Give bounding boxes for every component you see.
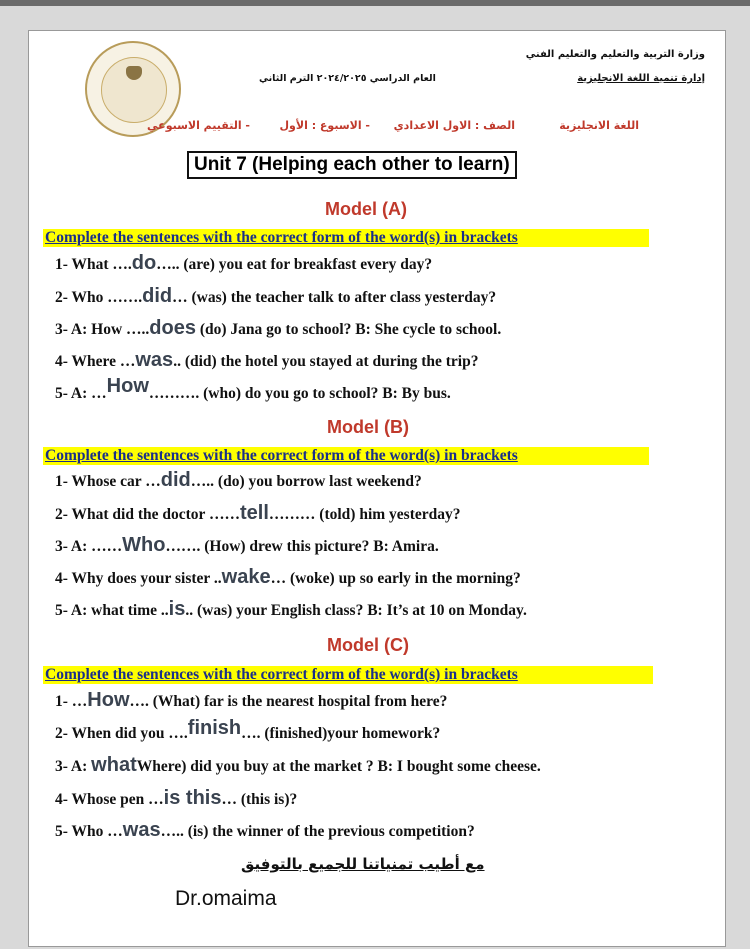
item-prefix: 3- A: How ….. [55, 321, 150, 338]
ministry-name: وزارة التربية والتعليم والتعليم الفني [525, 49, 705, 60]
model-c-item-4 [55, 787, 297, 810]
handwritten-answer: finish [187, 717, 242, 739]
item-prefix: 4- Whose pen … [55, 791, 164, 808]
item-suffix: ….. (is) the winner of the previous competition? [160, 823, 475, 840]
model-c-item-5 [55, 819, 475, 842]
item-suffix: .. (was) your English class? B: It’s at 10 on Monday. [185, 602, 527, 619]
top-bar [0, 0, 750, 6]
item-prefix: 5- A: … [55, 385, 107, 402]
item-suffix: ….. (do) you borrow last weekend? [190, 473, 422, 490]
handwritten-answer: do [131, 252, 157, 274]
model-b-item-3 [55, 534, 439, 557]
item-prefix: 3- A: …… [55, 538, 123, 555]
model-b-instruction: Complete the sentences with the correct form of the word(s) in brackets [43, 447, 649, 465]
handwritten-answer: How [106, 375, 149, 397]
item-suffix: … (this is)? [221, 791, 298, 808]
model-c-heading: Model (C) [327, 635, 409, 655]
item-prefix: 2- What did the doctor …… [55, 506, 241, 523]
week-label: - الاسبوع : الأول [279, 119, 370, 132]
grade-label: الصف : الاول الاعدادي [393, 119, 515, 132]
handwritten-answer: tell [240, 502, 269, 524]
item-prefix: 1- … [55, 693, 88, 710]
handwritten-answer: is this [163, 787, 222, 809]
item-prefix: 5- A: what time .. [55, 602, 169, 619]
model-b-item-5 [55, 598, 527, 621]
item-suffix: (do) Jana go to school? B: She cycle to school. [195, 321, 502, 338]
closing-wish: مع أطيب تمنياتنا للجميع بالتوفيق [241, 855, 485, 873]
model-a-heading: Model (A) [325, 199, 407, 219]
model-c-item-3 [55, 754, 541, 777]
model-b-item-2 [55, 502, 461, 525]
item-suffix: .. (did) the hotel you stayed at during the trip? [173, 353, 479, 370]
model-b-item-4 [55, 566, 521, 589]
model-a-item-1 [55, 252, 432, 275]
item-prefix: 5- Who … [55, 823, 123, 840]
model-a-item-5 [55, 375, 451, 404]
academic-year: العام الدراسي ٢٠٢٤/٢٠٢٥ الترم الثاني [259, 73, 436, 84]
item-prefix: 4- Where … [55, 353, 136, 370]
assessment-label: - التقييم الاسبوعي [147, 119, 250, 132]
model-a-instruction: Complete the sentences with the correct form of the word(s) in brackets [43, 229, 649, 247]
item-suffix: …. (What) far is the nearest hospital from here? [129, 693, 448, 710]
handwritten-answer: does [149, 317, 196, 339]
model-c-instruction: Complete the sentences with the correct form of the word(s) in brackets [43, 666, 653, 684]
handwritten-answer: did [142, 285, 173, 307]
item-prefix: 4- Why does your sister .. [55, 570, 222, 587]
handwritten-answer: is [168, 598, 186, 620]
worksheet-page [28, 30, 726, 947]
subject-label: اللغة الانجليزية [559, 119, 639, 132]
model-c-item-1 [55, 689, 447, 712]
seal-center [101, 57, 167, 123]
item-prefix: 3- A: [55, 758, 92, 775]
item-suffix: ….. (are) you eat for breakfast every day? [156, 256, 433, 273]
item-prefix: 1- What …. [55, 256, 132, 273]
eagle-emblem-icon [126, 66, 142, 80]
item-suffix: ………. (who) do you go to school? B: By bus. [148, 385, 451, 402]
item-prefix: 1- Whose car … [55, 473, 161, 490]
handwritten-answer: How [87, 689, 130, 711]
handwritten-answer: wake [221, 566, 271, 588]
signature: Dr.omaima [175, 887, 277, 910]
model-c-item-2 [55, 717, 441, 744]
model-a-item-3 [55, 317, 501, 340]
model-a-item-2 [55, 285, 496, 308]
handwritten-answer: did [160, 469, 191, 491]
item-prefix: 2- When did you …. [55, 725, 188, 742]
item-suffix: Where) did you buy at the market ? B: I bought some cheese. [136, 758, 541, 775]
handwritten-answer: was [135, 349, 174, 371]
handwritten-answer: was [122, 819, 161, 841]
handwritten-answer: Who [122, 534, 166, 556]
model-a-item-4 [55, 349, 478, 372]
unit-title: Unit 7 (Helping each other to learn) [187, 151, 517, 179]
model-b-heading: Model (B) [327, 417, 409, 437]
item-suffix: ……… (told) him yesterday? [268, 506, 461, 523]
model-b-item-1 [55, 469, 422, 492]
handwritten-answer: what [91, 754, 137, 776]
item-suffix: …. (finished)your homework? [241, 725, 441, 742]
department-name: إدارة تنمية اللغة الانجليزية [577, 73, 705, 84]
item-suffix: ……. (How) drew this picture? B: Amira. [165, 538, 439, 555]
item-suffix: … (woke) up so early in the morning? [270, 570, 521, 587]
item-suffix: … (was) the teacher talk to after class yesterday? [172, 289, 497, 306]
item-prefix: 2- Who ……. [55, 289, 143, 306]
